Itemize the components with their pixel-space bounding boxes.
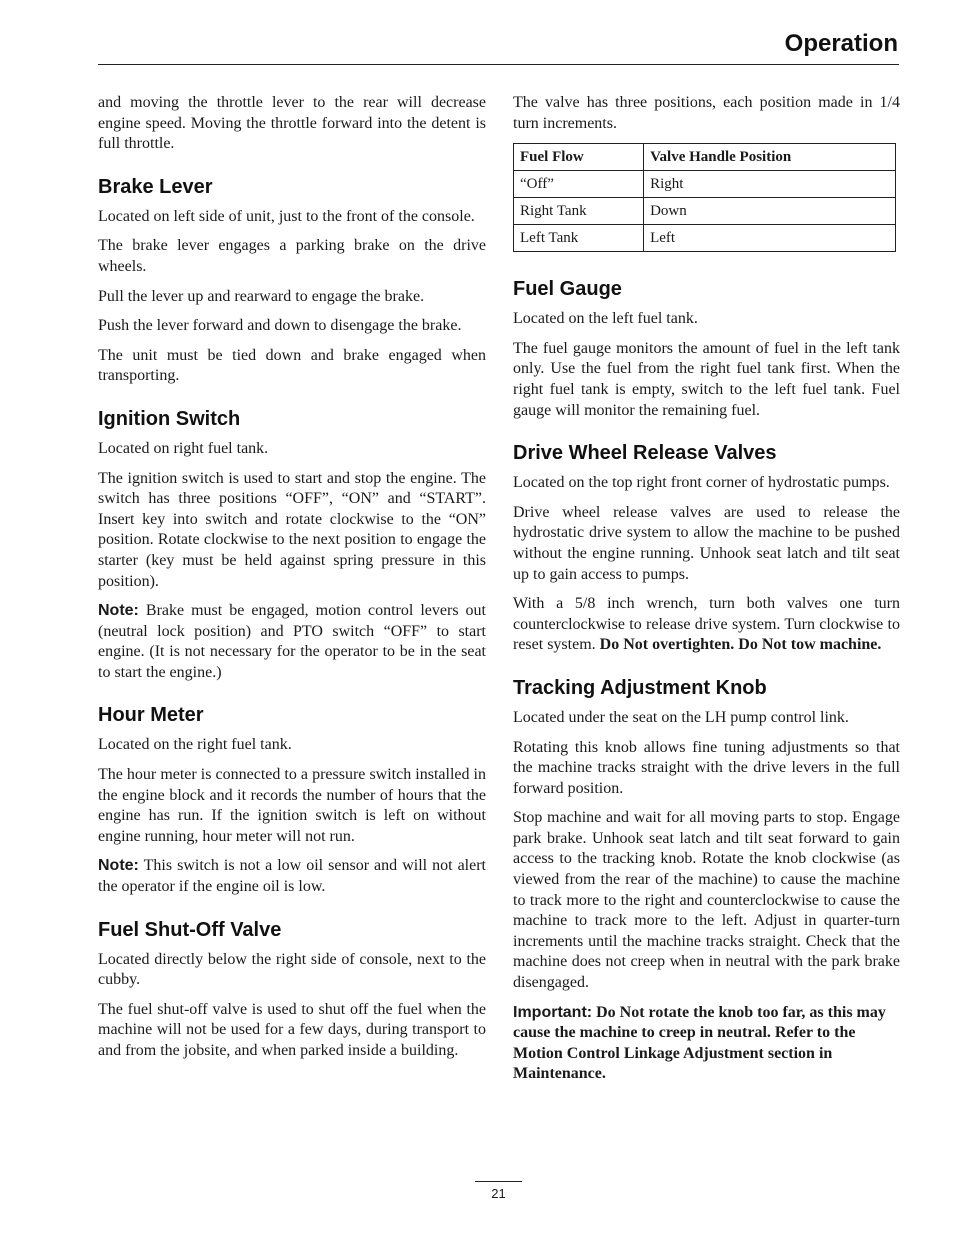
heading-hour-meter: Hour Meter: [98, 704, 204, 727]
valve-intro-paragraph: The valve has three positions, each position made in 1/4 turn increments.: [513, 94, 900, 132]
paragraph: Located on right fuel tank.: [98, 439, 269, 457]
right-column: [513, 93, 900, 1094]
left-column: [98, 93, 486, 1071]
paragraph: The ignition switch is used to start and stop the engine. The switch has three positions “OFF”, “ON” and “START”. Insert key into switch and rotate clockwise to the “ON” position. Rotate clockwise to the next position to engage the starter (key must be held against spring pressure in this position).: [98, 469, 486, 590]
paragraph: The brake lever engages a parking brake on the drive wheels.: [98, 237, 486, 275]
footer-divider: [475, 1181, 522, 1182]
important-paragraph: [513, 1003, 900, 1085]
paragraph: Drive wheel release valves are used to release the hydrostatic drive system to allow the machine to be pushed without the engine running. Unhook seat latch and tilt seat up to gain access to pumps.: [513, 503, 900, 583]
heading-ignition-switch: Ignition Switch: [98, 407, 241, 430]
paragraph: Located on left side of unit, just to the front of the console.: [98, 207, 475, 225]
paragraph: Located directly below the right side of console, next to the cubby.: [98, 950, 486, 989]
note-paragraph: [98, 601, 486, 683]
note-label: Note:: [98, 602, 139, 620]
heading-brake-lever: Brake Lever: [98, 175, 213, 198]
note-paragraph: [98, 856, 486, 897]
section-drive-wheel-release-valves: [513, 441, 900, 656]
section-title: Operation: [784, 30, 898, 57]
paragraph-text: With a 5/8 inch wrench, turn both valves one turn counterclockwise to release drive system. Turn clockwise to reset system.: [513, 595, 900, 654]
valve-position-table: [513, 143, 896, 252]
table-row: [514, 171, 896, 198]
page-number: 21: [491, 1186, 506, 1201]
note-text: This switch is not a low oil sensor and will not alert the operator if the engine oil is low.: [98, 857, 486, 896]
paragraph: Stop machine and wait for all moving parts to stop. Engage park brake. Unhook seat latch and tilt seat forward to gain access to the tracking knob. Rotate the knob clockwise (as viewed from the rear of the machine) to cause the machine to track more to the right and counterclockwise to cause the machine to track more to the left. Adjust in quarter-turn increments until the machine tracks straight. Check that the machine does not creep when in neutral with the park brake disengaged.: [513, 809, 900, 992]
section-hour-meter: [98, 703, 486, 897]
table-cell: Right: [644, 171, 896, 198]
table-row: [514, 198, 896, 225]
table-cell: Left: [644, 225, 896, 252]
table-header-row: [514, 144, 896, 171]
paragraph: Located under the seat on the LH pump control link.: [513, 708, 849, 726]
paragraph: The fuel gauge monitors the amount of fuel in the left tank only. Use the fuel from the right fuel tank first. When the right fuel tank is empty, switch to the left fuel tank. Fuel gauge will monitor the remaining fuel.: [513, 339, 900, 419]
table-cell: Down: [644, 198, 896, 225]
heading-fuel-gauge: Fuel Gauge: [513, 278, 622, 301]
paragraph: Located on the left fuel tank.: [513, 310, 698, 328]
paragraph: Push the lever forward and down to disengage the brake.: [98, 317, 462, 335]
table-cell: Right Tank: [514, 198, 644, 225]
section-fuel-shutoff-valve: [98, 918, 486, 1062]
paragraph: The hour meter is connected to a pressure switch installed in the engine block and it records the number of hours that the engine has run. If the ignition switch is left on without engine running, hour meter will not run.: [98, 766, 486, 845]
paragraph: Located on the right fuel tank.: [98, 736, 292, 754]
table-header-cell: Fuel Flow: [514, 144, 644, 171]
heading-tracking-adjustment-knob: Tracking Adjustment Knob: [513, 676, 767, 699]
table-cell: Left Tank: [514, 225, 644, 252]
section-brake-lever: [98, 175, 486, 387]
section-ignition-switch: [98, 407, 486, 684]
table-cell: “Off”: [514, 171, 644, 198]
paragraph: [513, 594, 900, 656]
paragraph: Rotating this knob allows fine tuning adjustments so that the machine tracks straight with the drive levers in the full forward position.: [513, 738, 900, 797]
heading-drive-wheel-release-valves: Drive Wheel Release Valves: [513, 442, 777, 465]
header-divider: [98, 64, 899, 65]
note-text: Brake must be engaged, motion control levers out (neutral lock position) and PTO switch “OFF” to start engine. (It is not necessary for the operator to be in the seat to start the engine.): [98, 602, 486, 681]
section-tracking-adjustment-knob: [513, 676, 900, 1085]
important-text: Do Not rotate the knob too far, as this may cause the machine to creep in neutral. Refer to the Motion Control Linkage Adjustment section in Maintenance.: [513, 1003, 886, 1083]
intro-paragraph: and moving the throttle lever to the rear will decrease engine speed. Moving the throttle forward into the detent is full throttle.: [98, 94, 486, 153]
paragraph: Pull the lever up and rearward to engage the brake.: [98, 287, 425, 305]
table-row: [514, 225, 896, 252]
paragraph: The unit must be tied down and brake engaged when transporting.: [98, 346, 486, 385]
heading-fuel-shutoff-valve: Fuel Shut-Off Valve: [98, 918, 282, 941]
important-label: Important:: [513, 1003, 593, 1021]
warning-text: Do Not overtighten. Do Not tow machine.: [599, 636, 882, 654]
section-fuel-gauge: [513, 277, 900, 421]
note-label: Note:: [98, 857, 139, 875]
paragraph: The fuel shut-off valve is used to shut off the fuel when the machine will not be used for a few days, during transport to and from the jobsite, and when parked inside a building.: [98, 1000, 486, 1059]
paragraph: Located on the top right front corner of hydrostatic pumps.: [513, 474, 890, 492]
table-header-cell: Valve Handle Position: [644, 144, 896, 171]
